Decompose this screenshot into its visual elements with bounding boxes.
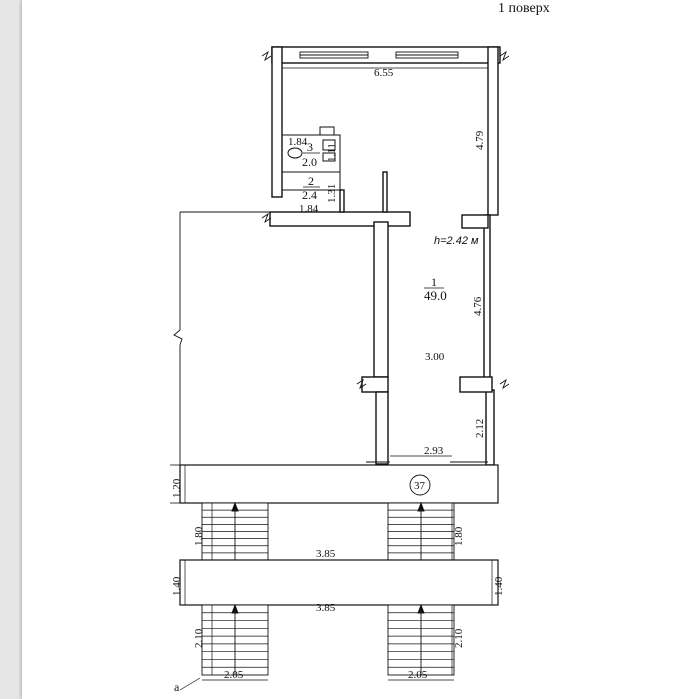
center-wall-lower bbox=[376, 392, 388, 464]
right-pier-lower bbox=[460, 377, 492, 392]
landing bbox=[180, 560, 498, 605]
left-wall-upper bbox=[272, 47, 282, 197]
axis-label: а bbox=[174, 680, 180, 694]
dim-stair-right-lower: 2.10 bbox=[453, 628, 465, 648]
partition-wall bbox=[270, 212, 410, 226]
right-wall-lower bbox=[486, 390, 494, 465]
dim-stair-left-lower: 2.10 bbox=[193, 628, 205, 648]
dim-landing-width-lower: 3.85 bbox=[316, 602, 336, 614]
right-wall-upper bbox=[488, 47, 498, 215]
room-1-number: 1 bbox=[431, 275, 437, 289]
toilet-icon bbox=[288, 148, 302, 158]
ceiling-height: h=2.42 м bbox=[434, 235, 479, 247]
dim-corridor-width: 3.00 bbox=[425, 351, 445, 363]
dim-porch-depth: 1.20 bbox=[171, 478, 183, 498]
dim-stair-width-left: 2.05 bbox=[224, 669, 244, 681]
dim-room3-width: 1.84 bbox=[288, 136, 308, 148]
room-3-area: 2.0 bbox=[302, 155, 317, 169]
page-title: 1 поверх bbox=[498, 1, 550, 16]
dim-landing-width-upper: 3.85 bbox=[316, 548, 336, 560]
toilet-tank bbox=[320, 127, 334, 135]
right-pier bbox=[462, 215, 488, 228]
dim-stair-width-right: 2.05 bbox=[408, 669, 428, 681]
dim-landing-depth-right: 1.40 bbox=[493, 576, 505, 596]
dim-room3-depth: 1.11 bbox=[326, 143, 338, 162]
room-2-area: 2.4 bbox=[302, 188, 317, 202]
room-3-number: 3 bbox=[307, 140, 313, 154]
room-1-area: 49.0 bbox=[424, 288, 447, 303]
dim-room2-width: 1.84 bbox=[299, 203, 319, 215]
dim-entrance-width: 2.93 bbox=[424, 445, 444, 457]
center-wall bbox=[374, 222, 388, 377]
marker-number: 37 bbox=[414, 480, 425, 492]
porch bbox=[180, 465, 498, 503]
dim-stair-left-upper: 1.80 bbox=[193, 526, 205, 546]
dim-stair-right-upper: 1.80 bbox=[453, 526, 465, 546]
dim-right-middle: 4.76 bbox=[472, 296, 484, 316]
dim-right-lower: 2.12 bbox=[474, 418, 486, 438]
right-wall-middle bbox=[484, 215, 490, 380]
dim-room2-depth: 1.31 bbox=[326, 183, 338, 203]
short-stub bbox=[383, 172, 387, 212]
dim-landing-depth-left: 1.40 bbox=[171, 576, 183, 596]
room-2-number: 2 bbox=[308, 174, 314, 188]
outline bbox=[174, 212, 498, 465]
stairs-lower bbox=[202, 605, 454, 675]
room2-wall bbox=[340, 190, 344, 212]
dim-top-width: 6.55 bbox=[374, 67, 394, 79]
dim-right-upper: 4.79 bbox=[474, 130, 486, 150]
walls bbox=[270, 47, 500, 465]
